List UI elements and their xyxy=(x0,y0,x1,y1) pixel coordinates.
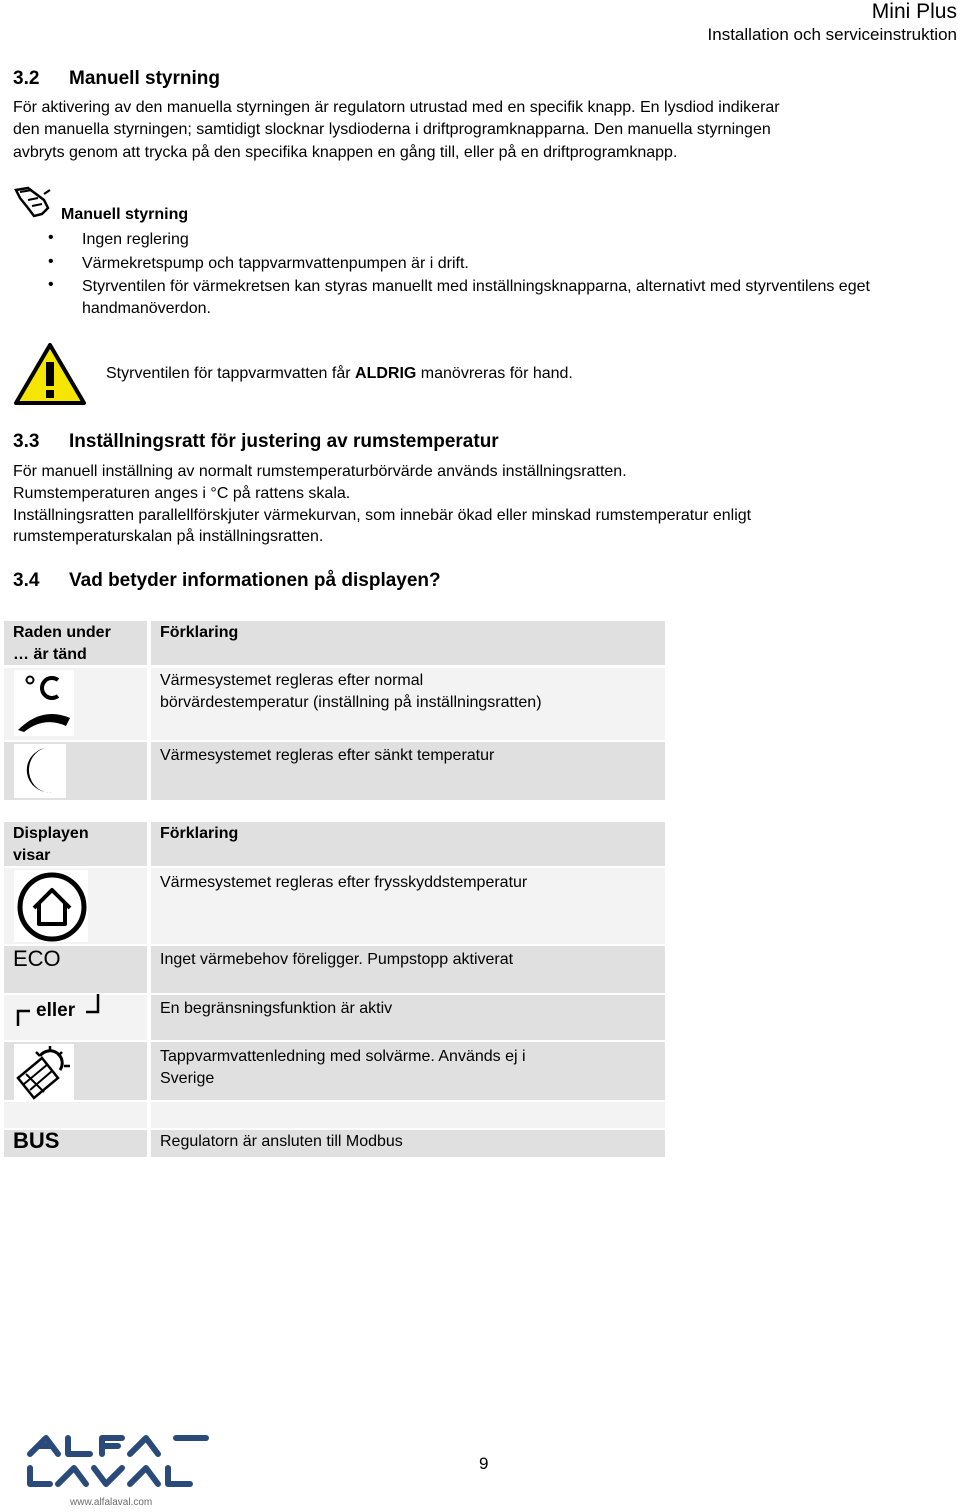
footer-url: www.alfalaval.com xyxy=(70,1497,153,1508)
solar-icon xyxy=(14,1044,74,1100)
table-cell-text: En begränsningsfunktion är aktiv xyxy=(160,1000,393,1017)
table-cell-text: Regulatorn är ansluten till Modbus xyxy=(160,1133,403,1150)
paragraph: För manuell inställning av normalt rumstemperaturbörvärde används inställningsratten. xyxy=(13,463,627,480)
bus-label: BUS xyxy=(13,1128,60,1153)
or-label: eller xyxy=(36,1000,76,1021)
paragraph: avbryts genom att trycka på den specifika knappen en gång till, eller på en driftprogramknapp. xyxy=(13,144,678,161)
paragraph: rumstemperaturskalan på inställningsratten. xyxy=(13,528,324,545)
document-title: Mini Plus xyxy=(871,0,957,23)
frost-house-icon xyxy=(14,870,88,942)
paragraph: Rumstemperaturen anges i °C på rattens skala. xyxy=(13,485,351,502)
hand-icon xyxy=(14,186,54,220)
table-cell xyxy=(4,1102,147,1128)
table-cell-text: Tappvarmvattenledning med solvärme. Används ej i xyxy=(160,1048,526,1065)
list-item: Ingen reglering xyxy=(82,231,189,248)
list-item: Värmekretspump och tappvarmvattenpumpen är i drift. xyxy=(82,255,469,272)
table-header-label: … är tänd xyxy=(13,646,87,663)
celsius-dial-icon xyxy=(14,670,74,736)
bullet-dot: • xyxy=(48,253,54,270)
paragraph: den manuella styrningen; samtidigt slocknar lysdioderna i driftprogramknapparna. Den manuella styrningen xyxy=(13,121,771,138)
table-header-label: Raden under xyxy=(13,624,111,641)
table-cell-text: Värmesystemet regleras efter normal xyxy=(160,672,424,689)
table-cell-text: börvärdestemperatur (inställning på inställningsratten) xyxy=(160,694,542,711)
table-header-label: Displayen xyxy=(13,825,89,842)
table-cell-text: Sverige xyxy=(160,1070,215,1087)
table-cell-text: Inget värmebehov föreligger. Pumpstopp aktiverat xyxy=(160,951,514,968)
warning-text: Styrventilen för tappvarmvatten får ALDRIG manövreras för hand. xyxy=(106,365,573,382)
table-cell-text: Värmesystemet regleras efter frysskyddstemperatur xyxy=(160,874,528,891)
limit-corner-right-icon xyxy=(86,994,102,1016)
document-subtitle: Installation och serviceinstruktion xyxy=(707,25,957,44)
table-header-label: Förklaring xyxy=(160,624,239,641)
paragraph: För aktivering av den manuella styrningen är regulatorn utrustad med en specifik knapp. En lysdiod indikerar xyxy=(13,99,780,116)
bullet-dot: • xyxy=(48,276,54,293)
table-cell-text: Värmesystemet regleras efter sänkt temperatur xyxy=(160,747,495,764)
bullet-dot: • xyxy=(48,229,54,246)
page-number: 9 xyxy=(479,1454,489,1473)
alfa-laval-logo xyxy=(26,1432,212,1510)
eco-label: ECO xyxy=(13,946,61,971)
section-heading-3-2: 3.2 Manuell styrning xyxy=(13,68,220,89)
paragraph: Inställningsratten parallellförskjuter värmekurvan, som innebär ökad eller minskad rumstemperatur enligt xyxy=(13,507,752,524)
moon-icon xyxy=(14,744,66,798)
list-item: Styrventilen för värmekretsen kan styras manuellt med inställningsknapparna, alternativt med styrventilens eget handmanöverdon. xyxy=(82,278,870,317)
warning-icon xyxy=(14,342,86,406)
table-header-label: visar xyxy=(13,847,51,864)
manual-box-title: Manuell styrning xyxy=(61,206,189,223)
limit-corner-left-icon xyxy=(16,1008,32,1026)
table-header-label: Förklaring xyxy=(160,825,239,842)
section-heading-3-4: 3.4 Vad betyder informationen på displayen? xyxy=(13,570,441,591)
section-heading-3-3: 3.3 Inställningsratt för justering av rumstemperatur xyxy=(13,431,499,452)
table-cell xyxy=(151,1102,665,1128)
